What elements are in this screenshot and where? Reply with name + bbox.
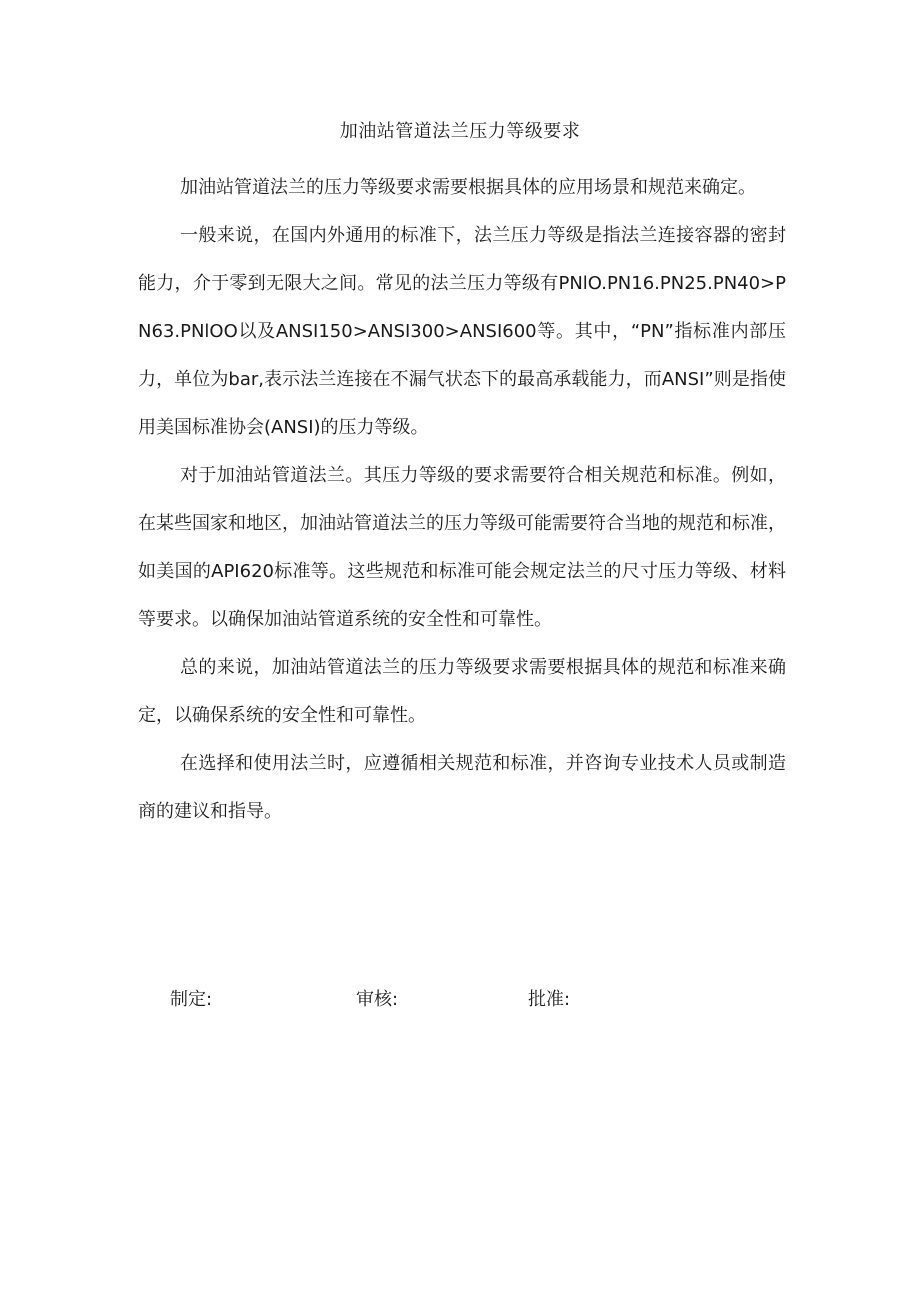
signature-row — [0, 984, 920, 1016]
document-body — [138, 164, 786, 836]
paragraph-standards: 对于加油站管道法兰。其压力等级的要求需要符合相关规范和标准。例如，在某些国家和地区，加油站管道法兰的压力等级可能需要符合当地的规范和标准，如美国的API620标准等。这些规范和标准可能会规定法兰的尺寸压力等级、材料等要求。以确保加油站管道系统的安全性和可靠性。 — [138, 465, 786, 630]
paragraph-advice: 在选择和使用法兰时，应遵循相关规范和标准，并咨询专业技术人员或制造商的建议和指导。 — [138, 753, 786, 822]
paragraph-intro: 加油站管道法兰的压力等级要求需要根据具体的应用场景和规范来确定。 — [180, 177, 756, 198]
signature-prepared-label: 制定: — [170, 989, 213, 1010]
paragraph-summary: 总的来说，加油站管道法兰的压力等级要求需要根据具体的规范和标准来确定，以确保系统的安全性和可靠性。 — [138, 657, 786, 726]
document-title: 加油站管道法兰压力等级要求 — [339, 121, 581, 142]
signature-approved-label: 批准: — [528, 989, 571, 1010]
signature-reviewed-label: 审核: — [356, 989, 399, 1010]
paragraph-pressure-classes: 一般来说，在国内外通用的标准下，法兰压力等级是指法兰连接容器的密封能力，介于零到无限大之间。常见的法兰压力等级有PNlO.PN16.PN25.PN40>PN63.PNlOO以及ANSI150>ANSI300>ANSI600等。其中，“PN”指标准内部压力，单位为bar,表示法兰连接在不漏气状态下的最高承载能力，而ANSI”则是指使用美国标准协会(ANSI)的压力等级。 — [138, 225, 786, 438]
